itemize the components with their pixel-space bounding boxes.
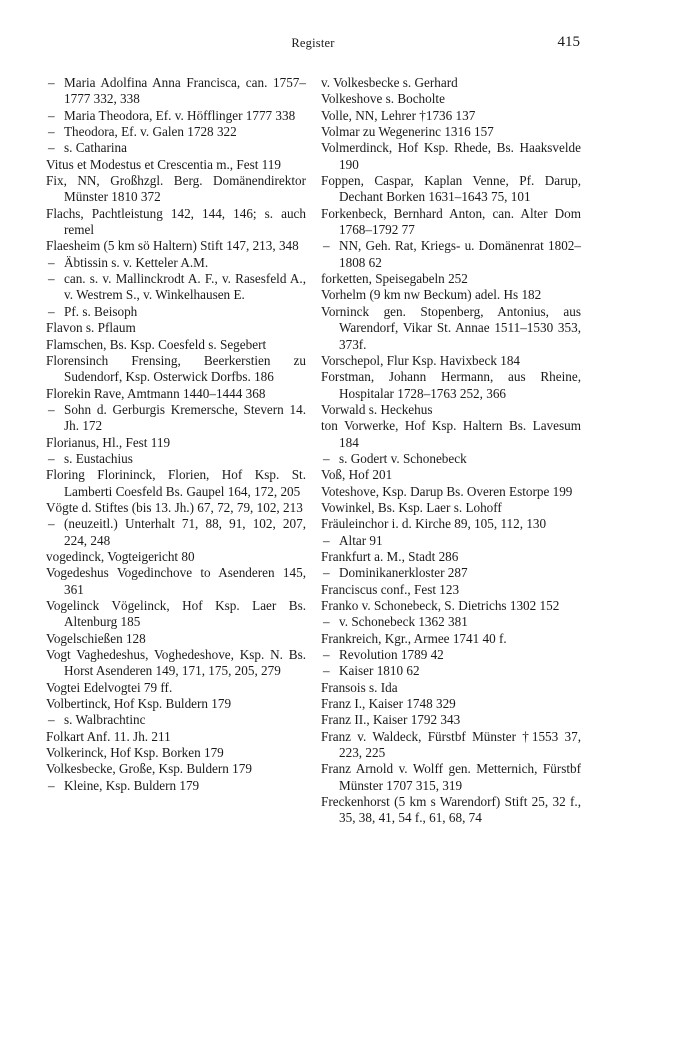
index-subentry (46, 124, 306, 140)
index-subentry (46, 108, 306, 124)
index-entry (46, 647, 306, 680)
index-entry (321, 91, 581, 107)
entry-text: ton Vorwerke, Hof Ksp. Haltern Bs. Lavesum 184 (321, 418, 581, 450)
entry-text: s. Eustachius (64, 450, 133, 466)
index-entry (321, 369, 581, 402)
entry-text: s. Godert v. Schonebeck (339, 450, 467, 466)
subentry-dash (321, 533, 339, 549)
entry-text: Franciscus conf., Fest 123 (321, 581, 460, 597)
entry-text: Freckenhorst (5 km s Warendorf) Stift 25, 32 f., 35, 38, 41, 54 f., 61, 68, 74 (321, 794, 581, 826)
index-entry (46, 320, 306, 336)
entry-text: Folkart Anf. 11. Jh. 211 (46, 728, 171, 744)
subentry-dash (46, 271, 64, 287)
subentry-dash (46, 712, 64, 728)
entry-text: Fräuleinchor i. d. Kirche 89, 105, 112, 130 (321, 516, 547, 532)
index-entry (46, 729, 306, 745)
index-entry (321, 108, 581, 124)
entry-text: Frankreich, Kgr., Armee 1741 40 f. (321, 630, 507, 646)
index-subentry (321, 451, 581, 467)
index-entry (46, 238, 306, 254)
entry-text: Volle, NN, Lehrer †1736 137 (321, 107, 476, 123)
index-entry (321, 582, 581, 598)
index-entry (321, 402, 581, 418)
entry-text: vogedinck, Vogteigericht 80 (46, 548, 195, 564)
index-entry (46, 631, 306, 647)
index-subentry (46, 255, 306, 271)
page-number: 415 (557, 34, 580, 50)
index-column-left (46, 75, 306, 794)
index-entry (321, 631, 581, 647)
running-head: Register (291, 36, 335, 50)
entry-text: Voteshove, Ksp. Darup Bs. Overen Estorpe 199 (321, 483, 573, 499)
entry-text: Pf. s. Beisoph (64, 303, 138, 319)
index-entry (321, 598, 581, 614)
index-entry (46, 761, 306, 777)
index-subentry (46, 271, 306, 304)
entry-text: Voß, Hof 201 (321, 467, 393, 483)
subentry-dash (46, 778, 64, 794)
entry-text: Volmar zu Wegenerinc 1316 157 (321, 124, 494, 140)
index-entry (321, 516, 581, 532)
entry-text: Vogelschießen 128 (46, 630, 146, 646)
entry-text: Maria Adolfina Anna Francisca, can. 1757–1777 332, 338 (64, 75, 306, 107)
entry-text: Floring Florininck, Florien, Hof Ksp. St. Lamberti Coesfeld Bs. Gaupel 164, 172, 205 (46, 467, 306, 499)
index-column-right (321, 75, 581, 827)
subentry-dash (46, 140, 64, 156)
entry-text: can. s. v. Mallinckrodt A. F., v. Rasesfeld A., v. Westrem S., v. Winkelhausen E. (64, 271, 306, 303)
index-entry (46, 353, 306, 386)
index-entry (321, 173, 581, 206)
subentry-dash (46, 402, 64, 418)
entry-text: Vögte d. Stiftes (bis 13. Jh.) 67, 72, 79, 102, 213 (46, 499, 303, 515)
subentry-dash (46, 255, 64, 271)
index-entry (46, 565, 306, 598)
entry-text: (neuzeitl.) Unterhalt 71, 88, 91, 102, 207, 224, 248 (64, 516, 306, 548)
entry-text: Fix, NN, Großhzgl. Berg. Domänendirektor Münster 1810 372 (46, 173, 306, 205)
index-entry (321, 271, 581, 287)
subentry-dash (321, 451, 339, 467)
index-entry (321, 794, 581, 827)
entry-text: forketten, Speisegabeln 252 (321, 271, 468, 287)
entry-text: Vogelinck Vögelinck, Hof Ksp. Laer Bs. Altenburg 185 (46, 598, 306, 630)
index-entry (321, 418, 581, 451)
index-entry (321, 761, 581, 794)
index-entry (46, 173, 306, 206)
entry-text: Theodora, Ef. v. Galen 1728 322 (64, 124, 237, 140)
index-entry (321, 680, 581, 696)
entry-text: Fransois s. Ida (321, 679, 398, 695)
index-entry (46, 745, 306, 761)
index-subentry (46, 75, 306, 108)
index-entry (321, 304, 581, 353)
entry-text: s. Catharina (64, 140, 127, 156)
subentry-dash (321, 565, 339, 581)
entry-text: Volkesbecke, Große, Ksp. Buldern 179 (46, 761, 252, 777)
index-entry (46, 500, 306, 516)
entry-text: Florensinch Frensing, Beerkerstien zu Sudendorf, Ksp. Osterwick Dorfbs. 186 (46, 352, 306, 385)
index-subentry (321, 663, 581, 679)
index-entry (321, 500, 581, 516)
entry-text: Volbertinck, Hof Ksp. Buldern 179 (46, 696, 232, 712)
index-entry (46, 206, 306, 239)
entry-text: Flachs, Pachtleistung 142, 144, 146; s. auch remel (46, 205, 306, 238)
entry-text: Maria Theodora, Ef. v. Höfflinger 1777 338 (64, 107, 296, 123)
entry-text: Florekin Rave, Amtmann 1440–1444 368 (46, 385, 266, 401)
entry-text: Revolution 1789 42 (339, 647, 444, 663)
entry-text: Vorwald s. Heckehus (321, 401, 433, 417)
entry-text: Vogedeshus Vogedinchove to Asenderen 145, 361 (46, 565, 306, 597)
index-entry (46, 386, 306, 402)
entry-text: Forkenbeck, Bernhard Anton, can. Alter Dom 1768–1792 77 (321, 205, 581, 238)
entry-text: Foppen, Caspar, Kaplan Venne, Pf. Darup, Dechant Borken 1631–1643 75, 101 (321, 173, 581, 205)
index-entry (321, 353, 581, 369)
entry-text: Franz I., Kaiser 1748 329 (321, 696, 456, 712)
entry-text: Dominikanerkloster 287 (339, 565, 468, 581)
entry-text: Flamschen, Bs. Ksp. Coesfeld s. Segebert (46, 336, 267, 352)
index-entry (321, 467, 581, 483)
index-entry (46, 696, 306, 712)
entry-text: Vorhelm (9 km nw Beckum) adel. Hs 182 (321, 287, 542, 303)
index-entry (46, 337, 306, 353)
subentry-dash (321, 647, 339, 663)
subentry-dash (321, 614, 339, 630)
index-subentry (46, 778, 306, 794)
subentry-dash (46, 124, 64, 140)
index-entry (46, 157, 306, 173)
entry-text: Vogt Vaghedeshus, Voghedeshove, Ksp. N. Bs. Horst Asenderen 149, 171, 175, 205, 279 (46, 647, 306, 679)
entry-text: Äbtissin s. v. Ketteler A.M. (64, 254, 209, 270)
index-entry (321, 712, 581, 728)
subentry-dash (46, 108, 64, 124)
index-subentry (321, 614, 581, 630)
entry-text: Kaiser 1810 62 (339, 663, 420, 679)
index-entry (321, 206, 581, 239)
entry-text: Franz Arnold v. Wolff gen. Metternich, Fürstbf Münster 1707 315, 319 (321, 761, 581, 793)
index-entry (321, 729, 581, 762)
index-entry (321, 124, 581, 140)
index-subentry (46, 304, 306, 320)
index-entry (46, 680, 306, 696)
entry-text: Volkeshove s. Bocholte (321, 91, 445, 107)
entry-text: Volkerinck, Hof Ksp. Borken 179 (46, 745, 224, 761)
entry-text: Flavon s. Pflaum (46, 320, 136, 336)
entry-text: Vowinkel, Bs. Ksp. Laer s. Lohoff (321, 499, 502, 515)
entry-text: v. Schonebeck 1362 381 (339, 614, 468, 630)
entry-text: Vogtei Edelvogtei 79 ff. (46, 679, 173, 695)
entry-text: s. Walbrachtinc (64, 712, 146, 728)
entry-text: Frankfurt a. M., Stadt 286 (321, 548, 459, 564)
index-subentry (46, 140, 306, 156)
index-entry (321, 75, 581, 91)
index-subentry (46, 516, 306, 549)
subentry-dash (321, 663, 339, 679)
index-entry (321, 140, 581, 173)
entry-text: Volmerdinck, Hof Ksp. Rhede, Bs. Haaksvelde 190 (321, 140, 581, 172)
index-subentry (321, 565, 581, 581)
index-entry (321, 287, 581, 303)
index-entry (46, 467, 306, 500)
entry-text: Franko v. Schonebeck, S. Dietrichs 1302 152 (321, 598, 560, 613)
index-subentry (46, 451, 306, 467)
entry-text: Forstman, Johann Hermann, aus Rheine, Hospitalar 1728–1763 252, 366 (321, 369, 581, 401)
subentry-dash (46, 75, 64, 91)
index-subentry (46, 712, 306, 728)
index-entry (321, 549, 581, 565)
index-entry (46, 549, 306, 565)
entry-text: Altar 91 (339, 532, 383, 548)
index-entry (321, 696, 581, 712)
page-header (46, 36, 580, 56)
subentry-dash (46, 304, 64, 320)
entry-text: NN, Geh. Rat, Kriegs- u. Domänenrat 1802–1808 62 (339, 238, 581, 270)
index-subentry (321, 533, 581, 549)
entry-text: Vorninck gen. Stopenberg, Antonius, aus Warendorf, Vikar St. Annae 1511–1530 353, 373f. (321, 303, 581, 352)
index-subentry (321, 238, 581, 271)
entry-text: Sohn d. Gerburgis Kremersche, Stevern 14. Jh. 172 (64, 401, 306, 434)
subentry-dash (46, 451, 64, 467)
entry-text: Florianus, Hl., Fest 119 (46, 434, 171, 450)
index-subentry (321, 647, 581, 663)
index-subentry (46, 402, 306, 435)
entry-text: Vitus et Modestus et Crescentia m., Fest 119 (46, 156, 281, 172)
entry-text: Franz II., Kaiser 1792 343 (321, 712, 461, 728)
entry-text: Flaesheim (5 km sö Haltern) Stift 147, 213, 348 (46, 238, 299, 254)
index-entry (46, 598, 306, 631)
entry-text: Kleine, Ksp. Buldern 179 (64, 777, 200, 793)
entry-text: v. Volkesbecke s. Gerhard (321, 75, 458, 90)
entry-text: Franz v. Waldeck, Fürstbf Münster †1553 37, 223, 225 (321, 728, 581, 761)
entry-text: Vorschepol, Flur Ksp. Havixbeck 184 (321, 352, 521, 368)
subentry-dash (321, 238, 339, 254)
subentry-dash (46, 516, 64, 532)
index-entry (321, 484, 581, 500)
index-entry (46, 435, 306, 451)
